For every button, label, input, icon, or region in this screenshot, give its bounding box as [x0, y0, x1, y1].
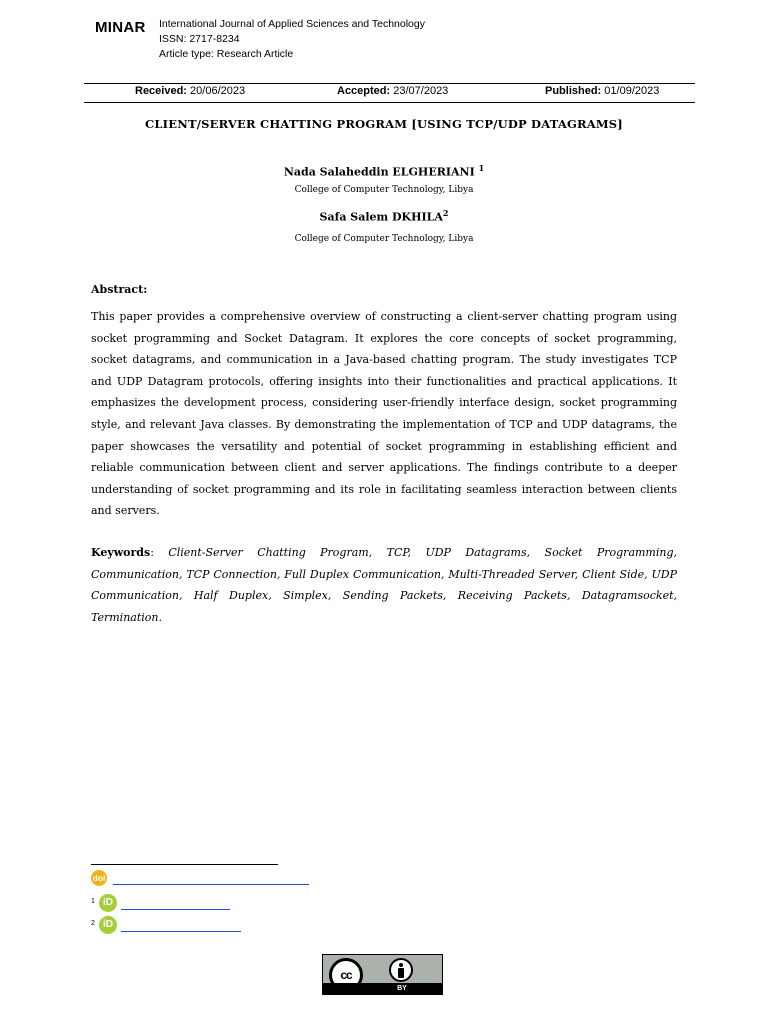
journal-logo: MINAR [95, 19, 146, 36]
doi-link[interactable] [113, 884, 309, 885]
keywords-list: Client-Server Chatting Program, TCP, UDP Datagrams, Socket Programming, Communication, TCP Connection, Full Duplex Communication, Multi-Threaded Server, Client Side, UDP Communication, Half Duplex, Simplex, Sending Packets, Receiving Packets, Datagramsocket, Termination [91, 546, 677, 624]
author-1-name: Nada Salaheddin ELGHERIANI [283, 165, 475, 179]
received-date: Received: 20/06/2023 [135, 85, 246, 97]
article-type: Article type: Research Article [159, 48, 294, 60]
doi-icon: doi [91, 870, 107, 886]
cc-by-license-badge[interactable] [322, 954, 443, 995]
footnote-rule [91, 864, 278, 865]
keywords [91, 542, 677, 628]
abstract-heading: Abstract: [91, 283, 148, 296]
author-2-affiliation: College of Computer Technology, Libya [294, 234, 474, 244]
cc-icon: cc [329, 958, 363, 992]
keywords-end: . [158, 610, 162, 624]
orcid-icon[interactable]: iD [99, 916, 117, 934]
abstract-text: This paper provides a comprehensive overview of constructing a client-server chatting program using socket programming and Socket Datagram. It explores the core concepts of socket programming, socket datagrams, and communication in a Java-based chatting program. The study investigates TCP and UDP Datagram protocols, offering insights into their functionalities and practical applications. It emphasizes the development process, considering user-friendly interface design, socket programming style, and relevant Java classes. By demonstrating the implementation of TCP and UDP datagrams, the paper showcases the versatility and potential of socket programming in establishing efficient and reliable communication between client and server applications. The findings contribute to a deeper understanding of socket programming and its role in facilitating seamless interaction between clients and servers. [91, 310, 677, 518]
keywords-label: Keywords [91, 546, 151, 559]
orcid-link-2[interactable] [121, 931, 241, 932]
paper-title: CLIENT/SERVER CHATTING PROGRAM [USING TCP/UDP DATAGRAMS] [145, 117, 623, 131]
journal-name: International Journal of Applied Sciences and Technology [159, 18, 425, 30]
keywords-separator: : [150, 546, 169, 559]
author-1 [0, 163, 768, 179]
author-1-affiliation: College of Computer Technology, Libya [294, 185, 474, 195]
license-bar [323, 983, 442, 994]
header-rule-top [84, 83, 695, 84]
journal-info [159, 17, 425, 62]
license-by-label: BY [397, 985, 407, 992]
footnote-number-1: 1 [91, 898, 95, 905]
author-2-footnote-mark: 2 [442, 208, 449, 218]
orcid-icon[interactable]: iD [99, 894, 117, 912]
attribution-icon [389, 958, 413, 982]
orcid-link-1[interactable] [121, 909, 230, 910]
author-1-footnote-mark: 1 [478, 163, 485, 173]
date-row [84, 85, 695, 100]
journal-issn: ISSN: 2717-8234 [159, 33, 240, 45]
accepted-date: Accepted: 23/07/2023 [337, 85, 449, 97]
author-2 [0, 208, 768, 224]
author-2-name: Safa Salem DKHILA [319, 210, 443, 224]
footnote-number-2: 2 [91, 920, 95, 927]
published-date: Published: 01/09/2023 [545, 85, 660, 97]
header-rule-bottom [84, 102, 695, 103]
